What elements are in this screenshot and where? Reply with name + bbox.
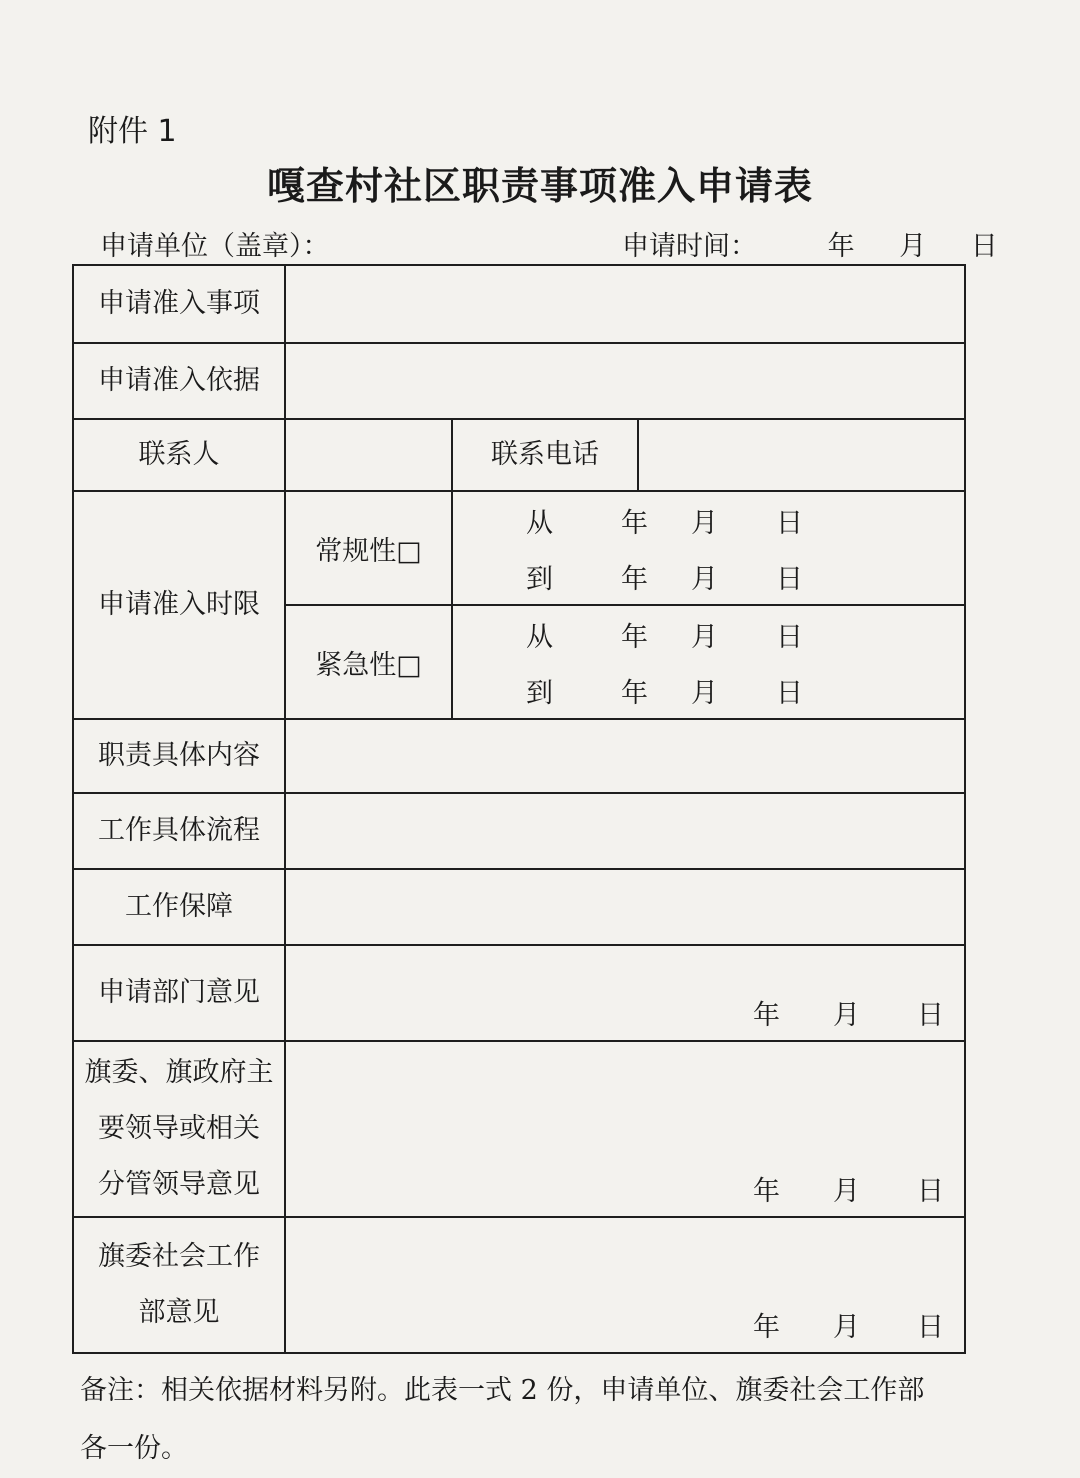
table-row: [73, 793, 965, 869]
apply-date: [828, 231, 998, 262]
period-label: 申请准入时限: [73, 491, 285, 719]
from-label: 从: [526, 507, 553, 539]
contact-label: 联系人: [73, 419, 285, 491]
dept-opinion-date: [700, 993, 944, 1032]
day-label: 日: [776, 621, 803, 653]
month-label: 月: [833, 1312, 861, 1343]
table-row: [73, 719, 965, 793]
guarantee-field[interactable]: [285, 869, 965, 945]
page-title: 嘎查村社区职责事项准入申请表: [266, 163, 813, 208]
month-label: 月: [691, 677, 718, 709]
year-label: 年: [621, 563, 648, 595]
leader-opinion-line-2: 要领导或相关: [98, 1113, 260, 1144]
process-label: 工作具体流程: [73, 793, 285, 869]
basis-field[interactable]: [285, 343, 965, 419]
apply-month-label: 月: [899, 231, 927, 262]
day-label: 日: [917, 1312, 945, 1343]
process-field[interactable]: [285, 793, 965, 869]
apply-day-label: 日: [970, 231, 998, 262]
applicant-unit-label: 申请单位（盖章）：: [100, 231, 330, 262]
day-label: 日: [776, 507, 803, 539]
urgent-period[interactable]: [452, 605, 965, 719]
regular-period[interactable]: [452, 491, 965, 605]
social-opinion-date: [700, 1305, 944, 1344]
leader-opinion-date: [700, 1169, 944, 1208]
day-label: 日: [917, 1176, 945, 1207]
to-label: 到: [526, 563, 553, 595]
year-label: 年: [621, 677, 648, 709]
basis-label: 申请准入依据: [73, 343, 285, 419]
apply-year-label: 年: [827, 231, 855, 262]
footnote: 备注：相关依据材料另附。此表一式 2 份，申请单位、旗委社会工作部各一份。: [80, 1375, 925, 1464]
month-label: 月: [691, 621, 718, 653]
apply-time-label: 申请时间：: [622, 231, 757, 262]
leader-opinion-line-3: 分管领导意见: [98, 1169, 260, 1200]
social-opinion-field[interactable]: [285, 1217, 965, 1353]
table-row: [73, 419, 965, 491]
phone-field[interactable]: [638, 419, 965, 491]
month-label: 月: [833, 1176, 861, 1207]
regular-from-line: [453, 492, 964, 548]
day-label: 日: [917, 1000, 945, 1031]
table-row: [73, 265, 965, 343]
to-label: 到: [526, 677, 553, 709]
leader-opinion-label: [73, 1041, 285, 1217]
table-row: [73, 1041, 965, 1217]
dept-opinion-field[interactable]: [285, 945, 965, 1041]
phone-label: 联系电话: [452, 419, 638, 491]
year-label: 年: [753, 1000, 781, 1031]
year-label: 年: [753, 1176, 781, 1207]
month-label: 月: [691, 563, 718, 595]
table-row: [73, 491, 965, 605]
guarantee-label: 工作保障: [73, 869, 285, 945]
content-label: 职责具体内容: [73, 719, 285, 793]
social-opinion-line-1: 旗委社会工作: [98, 1241, 260, 1272]
leader-opinion-field[interactable]: [285, 1041, 965, 1217]
day-label: 日: [776, 677, 803, 709]
social-opinion-line-2: 部意见: [138, 1297, 220, 1328]
urgent-to-line: [453, 662, 964, 718]
application-table: [72, 264, 966, 1354]
social-opinion-label: [73, 1217, 285, 1353]
apply-time: [622, 224, 998, 263]
year-label: 年: [621, 507, 648, 539]
urgent-checkbox[interactable]: 紧急性□: [285, 605, 452, 719]
content-field[interactable]: [285, 719, 965, 793]
table-row: [73, 1217, 965, 1353]
month-label: 月: [833, 1000, 861, 1031]
leader-opinion-line-1: 旗委、旗政府主: [84, 1057, 274, 1088]
regular-checkbox[interactable]: 常规性□: [285, 491, 452, 605]
from-label: 从: [526, 621, 553, 653]
year-label: 年: [753, 1312, 781, 1343]
attachment-label: 附件 1: [88, 114, 177, 149]
table-row: [73, 945, 965, 1041]
table-row: [73, 869, 965, 945]
matter-label: 申请准入事项: [73, 265, 285, 343]
matter-field[interactable]: [285, 265, 965, 343]
day-label: 日: [776, 563, 803, 595]
contact-field[interactable]: [285, 419, 452, 491]
table-row: [73, 343, 965, 419]
regular-to-line: [453, 548, 964, 604]
dept-opinion-label: 申请部门意见: [73, 945, 285, 1041]
year-label: 年: [621, 621, 648, 653]
urgent-from-line: [453, 606, 964, 662]
month-label: 月: [691, 507, 718, 539]
